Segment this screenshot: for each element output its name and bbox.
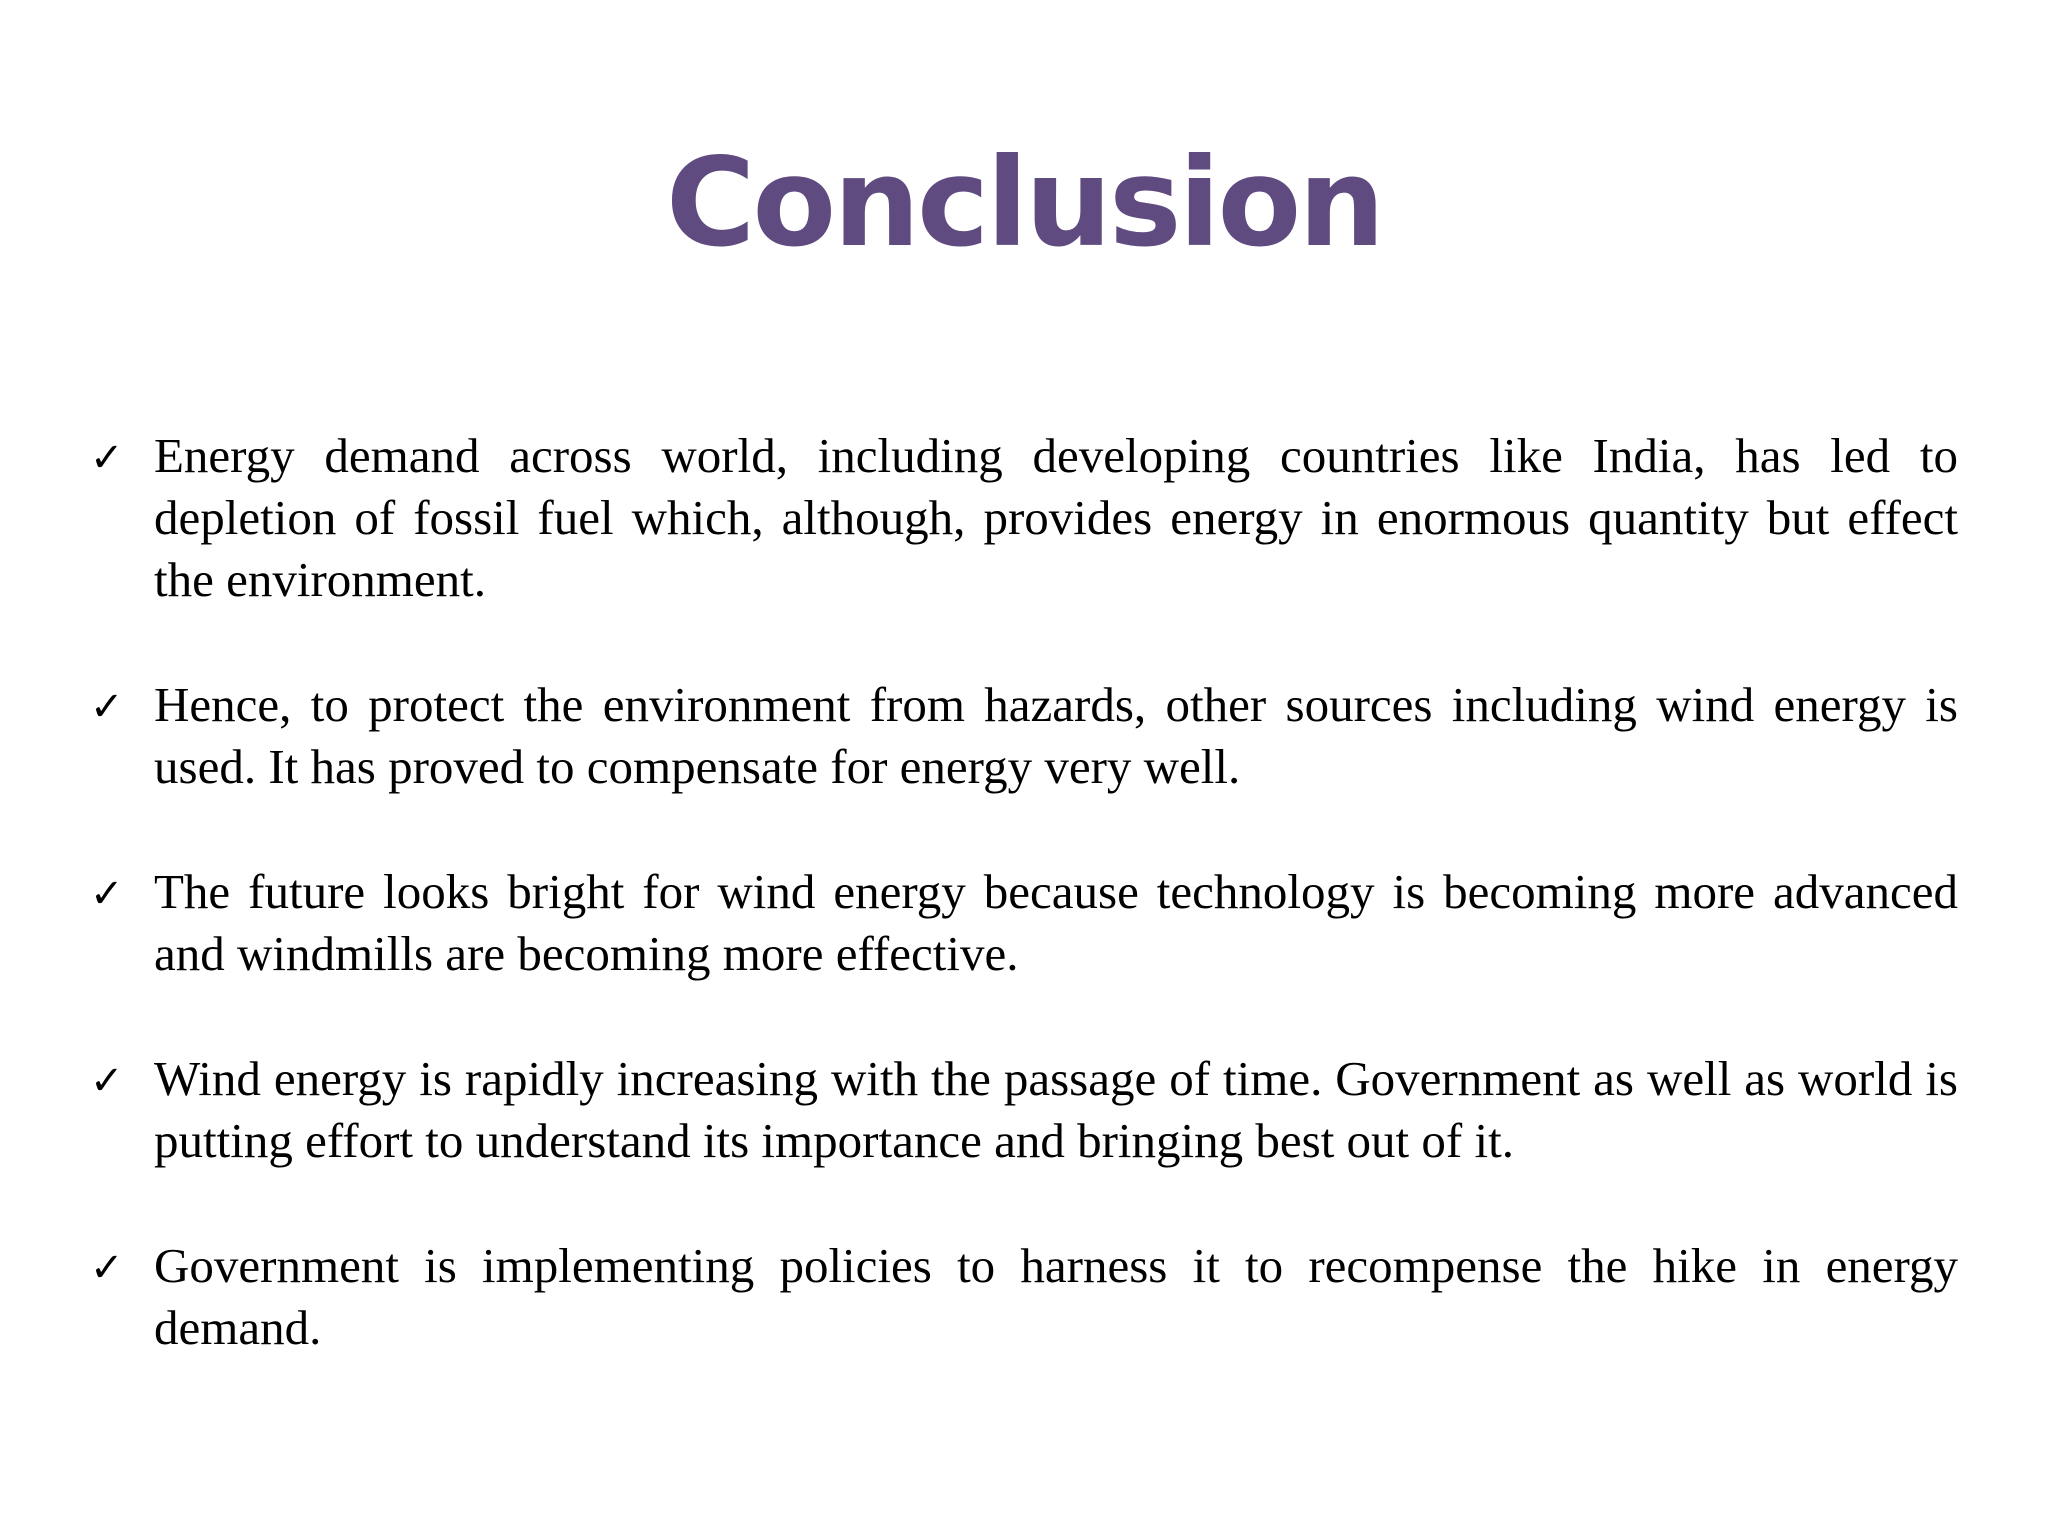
list-item: [90, 1235, 1958, 1359]
checkmark-icon: ✓: [90, 1058, 124, 1104]
bullet-text: Government is implementing policies to harness it to recompense the hike in energy demand.: [154, 1238, 1958, 1355]
list-item: [90, 1048, 1958, 1172]
checkmark-icon: ✓: [90, 1245, 124, 1291]
list-item: [90, 674, 1958, 798]
checkmark-icon: ✓: [90, 435, 124, 481]
list-item: [90, 861, 1958, 985]
checkmark-icon: ✓: [90, 684, 124, 730]
bullet-text: Energy demand across world, including developing countries like India, has led to depletion of fossil fuel which, although, provides energy in enormous quantity but effect the environment.: [154, 428, 1958, 607]
slide-title: Conclusion: [665, 132, 1383, 274]
bullet-text: Wind energy is rapidly increasing with the passage of time. Government as well as world is putting effort to understand its importance and bringing best out of it.: [154, 1051, 1958, 1168]
bullet-text: The future looks bright for wind energy because technology is becoming more advanced and windmills are becoming more effective.: [154, 864, 1958, 981]
conclusion-list: [90, 425, 1958, 1422]
list-item: [90, 425, 1958, 611]
checkmark-icon: ✓: [90, 871, 124, 917]
bullet-text: Hence, to protect the environment from hazards, other sources including wind energy is used. It has proved to compensate for energy very well.: [154, 677, 1958, 794]
